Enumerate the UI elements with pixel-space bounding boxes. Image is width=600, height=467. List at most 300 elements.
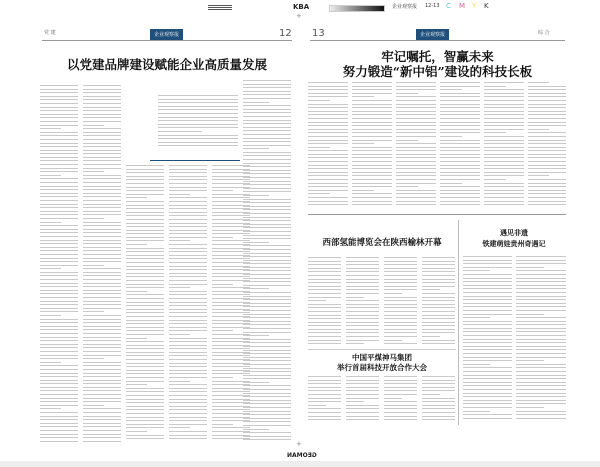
text-line — [169, 266, 207, 267]
text-line — [169, 273, 207, 274]
text-line — [169, 194, 190, 195]
body-column — [384, 376, 417, 426]
text-line — [352, 175, 392, 176]
text-line — [169, 187, 207, 188]
text-line — [40, 369, 78, 370]
body-column — [352, 82, 392, 210]
text-line — [169, 431, 207, 432]
text-line — [126, 431, 147, 432]
text-line — [384, 261, 417, 262]
text-line — [83, 196, 121, 197]
text-line — [384, 311, 417, 312]
text-line — [243, 80, 291, 81]
text-line — [484, 165, 524, 166]
text-line — [308, 390, 341, 391]
text-line — [243, 238, 291, 239]
text-line — [463, 310, 512, 311]
text-line — [308, 376, 341, 377]
text-line — [463, 328, 512, 329]
text-line — [169, 212, 207, 213]
text-line — [243, 260, 291, 261]
text-line — [243, 421, 291, 422]
text-line — [169, 409, 207, 410]
text-line — [83, 408, 121, 409]
bottom-mark: GEOMAN — [287, 452, 317, 459]
text-line — [308, 304, 341, 305]
text-line — [212, 237, 233, 238]
text-line — [528, 86, 566, 87]
text-line — [83, 340, 121, 341]
text-line — [126, 320, 164, 321]
text-line — [83, 430, 121, 431]
text-line — [40, 319, 78, 320]
text-line — [169, 298, 207, 299]
text-line — [243, 220, 291, 221]
text-line — [422, 257, 455, 258]
text-line — [40, 107, 78, 108]
text-line — [463, 331, 512, 332]
text-line — [243, 105, 291, 106]
text-line — [352, 154, 392, 155]
text-line — [83, 171, 104, 172]
text-line — [83, 279, 121, 280]
text-line — [126, 251, 164, 252]
text-line — [308, 264, 341, 265]
text-line — [243, 138, 291, 139]
text-line — [243, 328, 291, 329]
text-line — [83, 207, 121, 208]
text-line — [83, 135, 121, 136]
text-line — [243, 382, 269, 383]
text-line — [169, 352, 207, 353]
text-line — [422, 297, 455, 298]
text-line — [484, 172, 524, 173]
text-line — [352, 140, 392, 141]
text-line — [384, 279, 417, 280]
text-line — [83, 107, 121, 108]
text-line — [528, 107, 566, 108]
text-line — [516, 385, 566, 386]
text-line — [308, 282, 341, 283]
text-line — [384, 315, 417, 316]
text-line — [422, 394, 440, 395]
text-line — [396, 154, 436, 155]
text-line — [243, 270, 291, 271]
text-line — [243, 191, 291, 192]
text-line — [440, 183, 462, 184]
text-line — [463, 414, 512, 415]
text-line — [308, 122, 348, 123]
text-line — [528, 122, 566, 123]
text-line — [396, 129, 436, 130]
text-line — [158, 127, 238, 128]
text-line — [83, 419, 121, 420]
text-line — [463, 288, 512, 289]
text-line — [126, 258, 164, 259]
text-line — [440, 104, 480, 105]
text-line — [243, 425, 291, 426]
text-line — [169, 230, 207, 231]
text-line — [528, 143, 566, 144]
text-line — [308, 183, 348, 184]
text-line — [308, 201, 348, 202]
text-line — [243, 385, 291, 386]
text-line — [40, 150, 78, 151]
text-line — [440, 201, 480, 202]
text-line — [396, 89, 436, 90]
text-line — [40, 322, 78, 323]
text-line — [440, 96, 480, 97]
text-line — [463, 324, 512, 325]
text-line — [83, 189, 121, 190]
text-line — [308, 140, 348, 141]
text-line — [40, 286, 78, 287]
text-line — [40, 293, 78, 294]
text-line — [346, 322, 379, 323]
cmyk-y: Y — [472, 2, 477, 10]
text-line — [158, 145, 238, 146]
press-mark: KBA — [293, 3, 310, 11]
text-line — [396, 114, 436, 115]
text-line — [126, 201, 164, 202]
text-line — [484, 132, 506, 133]
text-line — [308, 416, 341, 417]
text-line — [169, 388, 207, 389]
text-line — [40, 258, 78, 259]
text-line — [243, 253, 291, 254]
text-line — [126, 179, 164, 180]
text-line — [528, 161, 566, 162]
text-line — [528, 132, 566, 133]
text-line — [83, 390, 121, 391]
text-line — [484, 114, 524, 115]
text-line — [83, 85, 121, 86]
text-line — [158, 102, 238, 103]
text-line — [40, 419, 78, 420]
text-line — [484, 125, 524, 126]
text-line — [126, 413, 164, 414]
text-line — [40, 358, 78, 359]
text-line — [396, 96, 436, 97]
body-column — [308, 82, 348, 210]
left-page-number: 12 — [279, 28, 292, 39]
text-line — [126, 309, 164, 310]
text-line — [126, 438, 164, 439]
text-line — [422, 412, 455, 413]
text-line — [243, 141, 291, 142]
text-line — [83, 333, 121, 334]
text-line — [352, 204, 392, 205]
text-line — [40, 218, 78, 219]
text-line — [243, 227, 291, 228]
text-line — [516, 393, 566, 394]
text-line — [243, 324, 291, 325]
text-line — [528, 201, 566, 202]
text-line — [463, 400, 512, 401]
text-line — [126, 215, 164, 216]
text-line — [83, 286, 121, 287]
text-line — [463, 360, 512, 361]
text-line — [83, 132, 121, 133]
text-line — [463, 270, 490, 271]
text-line — [396, 193, 436, 194]
text-line — [83, 110, 121, 111]
text-line — [169, 276, 207, 277]
text-line — [83, 272, 121, 273]
text-line — [528, 82, 549, 83]
text-line — [528, 111, 566, 112]
text-line — [384, 408, 417, 409]
text-line — [384, 289, 417, 290]
text-line — [384, 264, 417, 265]
text-line — [243, 281, 291, 282]
text-line — [243, 123, 291, 124]
top-article-headline-2: 努力锻造“新中铝”建设的科技长板 — [342, 64, 533, 79]
text-line — [126, 323, 164, 324]
text-line — [83, 426, 121, 427]
article-3-headline-2: 铁建萌娃贵州奇遇记 — [482, 239, 546, 248]
text-line — [484, 136, 524, 137]
text-line — [484, 82, 524, 83]
text-line — [83, 344, 121, 345]
text-line — [440, 193, 480, 194]
text-line — [396, 107, 436, 108]
text-line — [346, 401, 364, 402]
text-line — [396, 118, 436, 119]
text-line — [169, 294, 207, 295]
text-line — [463, 285, 512, 286]
text-line — [384, 257, 417, 258]
text-line — [396, 157, 436, 158]
text-line — [463, 306, 512, 307]
text-line — [169, 316, 207, 317]
text-line — [463, 281, 512, 282]
text-line — [40, 333, 78, 334]
text-line — [422, 311, 455, 312]
text-line — [308, 405, 326, 406]
text-line — [243, 378, 291, 379]
text-line — [126, 409, 164, 410]
text-line — [40, 290, 78, 291]
text-line — [169, 341, 207, 342]
text-line — [40, 383, 78, 384]
text-line — [396, 140, 418, 141]
text-line — [169, 262, 207, 263]
text-line — [516, 378, 566, 379]
text-line — [243, 177, 291, 178]
text-line — [126, 399, 164, 400]
text-line — [308, 315, 341, 316]
text-line — [169, 399, 207, 400]
text-line — [40, 344, 78, 345]
text-line — [243, 335, 269, 336]
text-line — [40, 193, 78, 194]
text-line — [169, 219, 207, 220]
text-line — [484, 197, 524, 198]
text-line — [308, 136, 348, 137]
text-line — [40, 272, 78, 273]
text-line — [396, 111, 436, 112]
text-line — [212, 377, 233, 378]
text-line — [169, 284, 207, 285]
text-line — [243, 91, 291, 92]
text-line — [40, 347, 78, 348]
text-line — [516, 414, 566, 415]
text-line — [243, 288, 269, 289]
text-line — [169, 208, 207, 209]
text-line — [528, 104, 566, 105]
text-line — [243, 400, 291, 401]
text-line — [169, 359, 207, 360]
text-line — [243, 166, 291, 167]
text-line — [83, 139, 121, 140]
text-line — [463, 296, 512, 297]
text-line — [126, 223, 164, 224]
text-line — [440, 172, 480, 173]
text-line — [422, 271, 455, 272]
text-line — [40, 225, 78, 226]
text-line — [243, 202, 291, 203]
text-line — [243, 134, 291, 135]
text-line — [40, 135, 78, 136]
text-line — [126, 370, 164, 371]
text-line — [169, 381, 190, 382]
text-line — [158, 106, 238, 107]
text-line — [40, 153, 78, 154]
text-line — [40, 362, 61, 363]
text-line — [528, 183, 566, 184]
text-line — [440, 143, 480, 144]
text-line — [40, 186, 78, 187]
text-line — [440, 111, 480, 112]
text-line — [83, 168, 121, 169]
text-line — [440, 122, 480, 123]
text-line — [83, 301, 121, 302]
left-section-label: 党 建 — [44, 30, 56, 36]
text-line — [83, 236, 121, 237]
text-line — [83, 258, 121, 259]
text-line — [346, 293, 379, 294]
text-line — [83, 240, 121, 241]
text-line — [83, 125, 104, 126]
text-line — [484, 161, 524, 162]
text-line — [40, 268, 61, 269]
text-line — [243, 310, 291, 311]
text-line — [352, 136, 392, 137]
text-line — [83, 337, 121, 338]
text-line — [440, 93, 480, 94]
text-line — [352, 168, 392, 169]
text-line — [243, 148, 269, 149]
text-line — [346, 419, 379, 420]
text-line — [169, 366, 207, 367]
body-column — [346, 376, 379, 426]
text-line — [40, 279, 78, 280]
text-line — [308, 165, 348, 166]
text-line — [243, 195, 269, 196]
text-line — [40, 96, 78, 97]
text-line — [83, 254, 121, 255]
text-line — [126, 208, 164, 209]
text-line — [528, 129, 549, 130]
text-line — [422, 408, 455, 409]
text-line — [83, 225, 121, 226]
text-line — [516, 310, 566, 311]
text-line — [484, 86, 506, 87]
text-line — [40, 337, 78, 338]
text-line — [516, 342, 566, 343]
text-line — [243, 170, 291, 171]
text-line — [83, 89, 121, 90]
text-line — [40, 426, 78, 427]
text-line — [463, 263, 512, 264]
text-line — [40, 283, 78, 284]
registration-bars — [208, 5, 232, 11]
text-line — [516, 324, 566, 325]
text-line — [308, 197, 348, 198]
text-line — [308, 271, 341, 272]
text-line — [169, 169, 207, 170]
text-line — [126, 402, 164, 403]
text-line — [396, 104, 436, 105]
text-line — [516, 349, 566, 350]
text-line — [484, 201, 524, 202]
text-line — [308, 147, 330, 148]
right-masthead-tag: 企业观察报 — [416, 29, 449, 40]
text-line — [169, 417, 207, 418]
text-line — [40, 143, 78, 144]
text-line — [308, 175, 348, 176]
text-line — [484, 186, 524, 187]
text-line — [422, 300, 455, 301]
text-line — [126, 391, 164, 392]
text-line — [169, 312, 207, 313]
body-column — [308, 257, 341, 347]
text-line — [126, 262, 164, 263]
text-line — [126, 255, 164, 256]
text-line — [484, 143, 524, 144]
text-line — [346, 416, 379, 417]
text-line — [243, 314, 291, 315]
text-line — [212, 424, 233, 425]
body-column — [40, 85, 78, 445]
text-line — [308, 329, 341, 330]
text-line — [528, 179, 566, 180]
text-line — [352, 150, 392, 151]
text-line — [243, 263, 291, 264]
text-line — [40, 117, 78, 118]
text-line — [528, 190, 566, 191]
text-line — [352, 118, 392, 119]
text-line — [346, 315, 379, 316]
text-line — [243, 439, 291, 440]
text-line — [528, 150, 566, 151]
text-line — [243, 102, 269, 103]
text-line — [528, 204, 566, 205]
text-line — [422, 289, 440, 290]
text-line — [83, 175, 121, 176]
text-line — [396, 179, 436, 180]
text-line — [463, 407, 512, 408]
text-line — [516, 292, 566, 293]
text-line — [308, 193, 330, 194]
text-line — [126, 341, 164, 342]
text-line — [308, 343, 341, 344]
text-line — [40, 254, 78, 255]
text-line — [243, 364, 291, 365]
text-line — [484, 100, 524, 101]
text-line — [463, 256, 512, 257]
